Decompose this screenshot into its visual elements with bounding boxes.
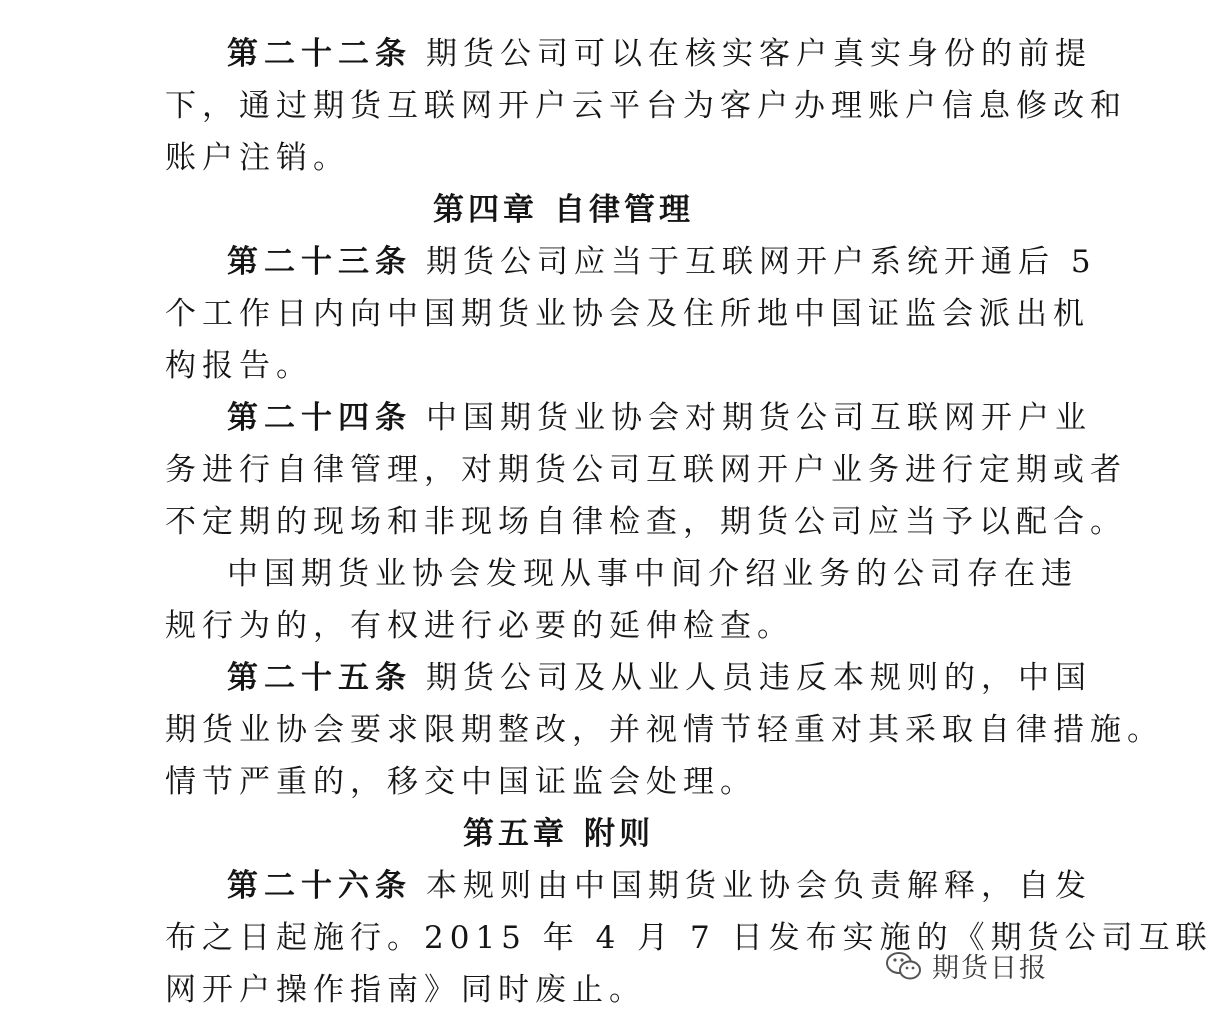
article-title: 第二十三条 — [227, 244, 412, 280]
source-watermark — [886, 946, 1048, 985]
article-text: 务进行自律管理，对期货公司互联网开户业务进行定期或者 — [165, 452, 1127, 488]
article-text: 下，通过期货互联网开户云平台为客户办理账户信息修改和 — [165, 88, 1127, 124]
chapter-number: 第四章 — [433, 192, 538, 228]
article-text: 期货公司及从业人员违反本规则的，中国 — [426, 660, 1092, 696]
article-text: 布之日起施行。2015 年 4 月 7 日发布实施的《期货公司互联 — [165, 920, 1213, 956]
chapter-name: 附则 — [584, 816, 654, 852]
article-title: 第二十二条 — [227, 36, 412, 72]
chapter-number: 第五章 — [463, 816, 568, 852]
chapter-heading — [165, 184, 925, 236]
article-text: 网开户操作指南》同时废止。 — [165, 972, 646, 1008]
article-text: 构报告。 — [165, 348, 313, 384]
article-text: 规行为的，有权进行必要的延伸检查。 — [165, 608, 794, 644]
article-text: 本规则由中国期货业协会负责解释，自发 — [426, 868, 1092, 904]
article-text: 期货公司应当于互联网开户系统开通后 5 — [426, 244, 1097, 280]
article-text: 期货业协会要求限期整改，并视情节轻重对其采取自律措施。 — [165, 712, 1164, 748]
watermark-text: 期货日报 — [932, 953, 1048, 984]
article-title: 第二十五条 — [227, 660, 412, 696]
wechat-icon — [886, 951, 922, 981]
article-title: 第二十四条 — [227, 400, 412, 436]
chapter-heading — [165, 808, 925, 860]
chapter-name: 自律管理 — [554, 192, 694, 228]
article-22 — [165, 28, 1127, 184]
article-23 — [165, 236, 1097, 392]
article-text: 不定期的现场和非现场自律检查，期货公司应当予以配合。 — [165, 504, 1127, 540]
article-25 — [165, 652, 1164, 808]
article-text: 期货公司可以在核实客户真实身份的前提 — [426, 36, 1092, 72]
article-text: 中国期货业协会对期货公司互联网开户业 — [426, 400, 1092, 436]
article-text: 情节严重的，移交中国证监会处理。 — [165, 764, 757, 800]
article-text: 个工作日内向中国期货业协会及住所地中国证监会派出机 — [165, 296, 1090, 332]
article-24 — [165, 392, 1127, 652]
article-title: 第二十六条 — [227, 868, 412, 904]
article-text: 中国期货业协会发现从事中间介绍业务的公司存在违 — [227, 556, 1078, 592]
article-text: 账户注销。 — [165, 140, 350, 176]
